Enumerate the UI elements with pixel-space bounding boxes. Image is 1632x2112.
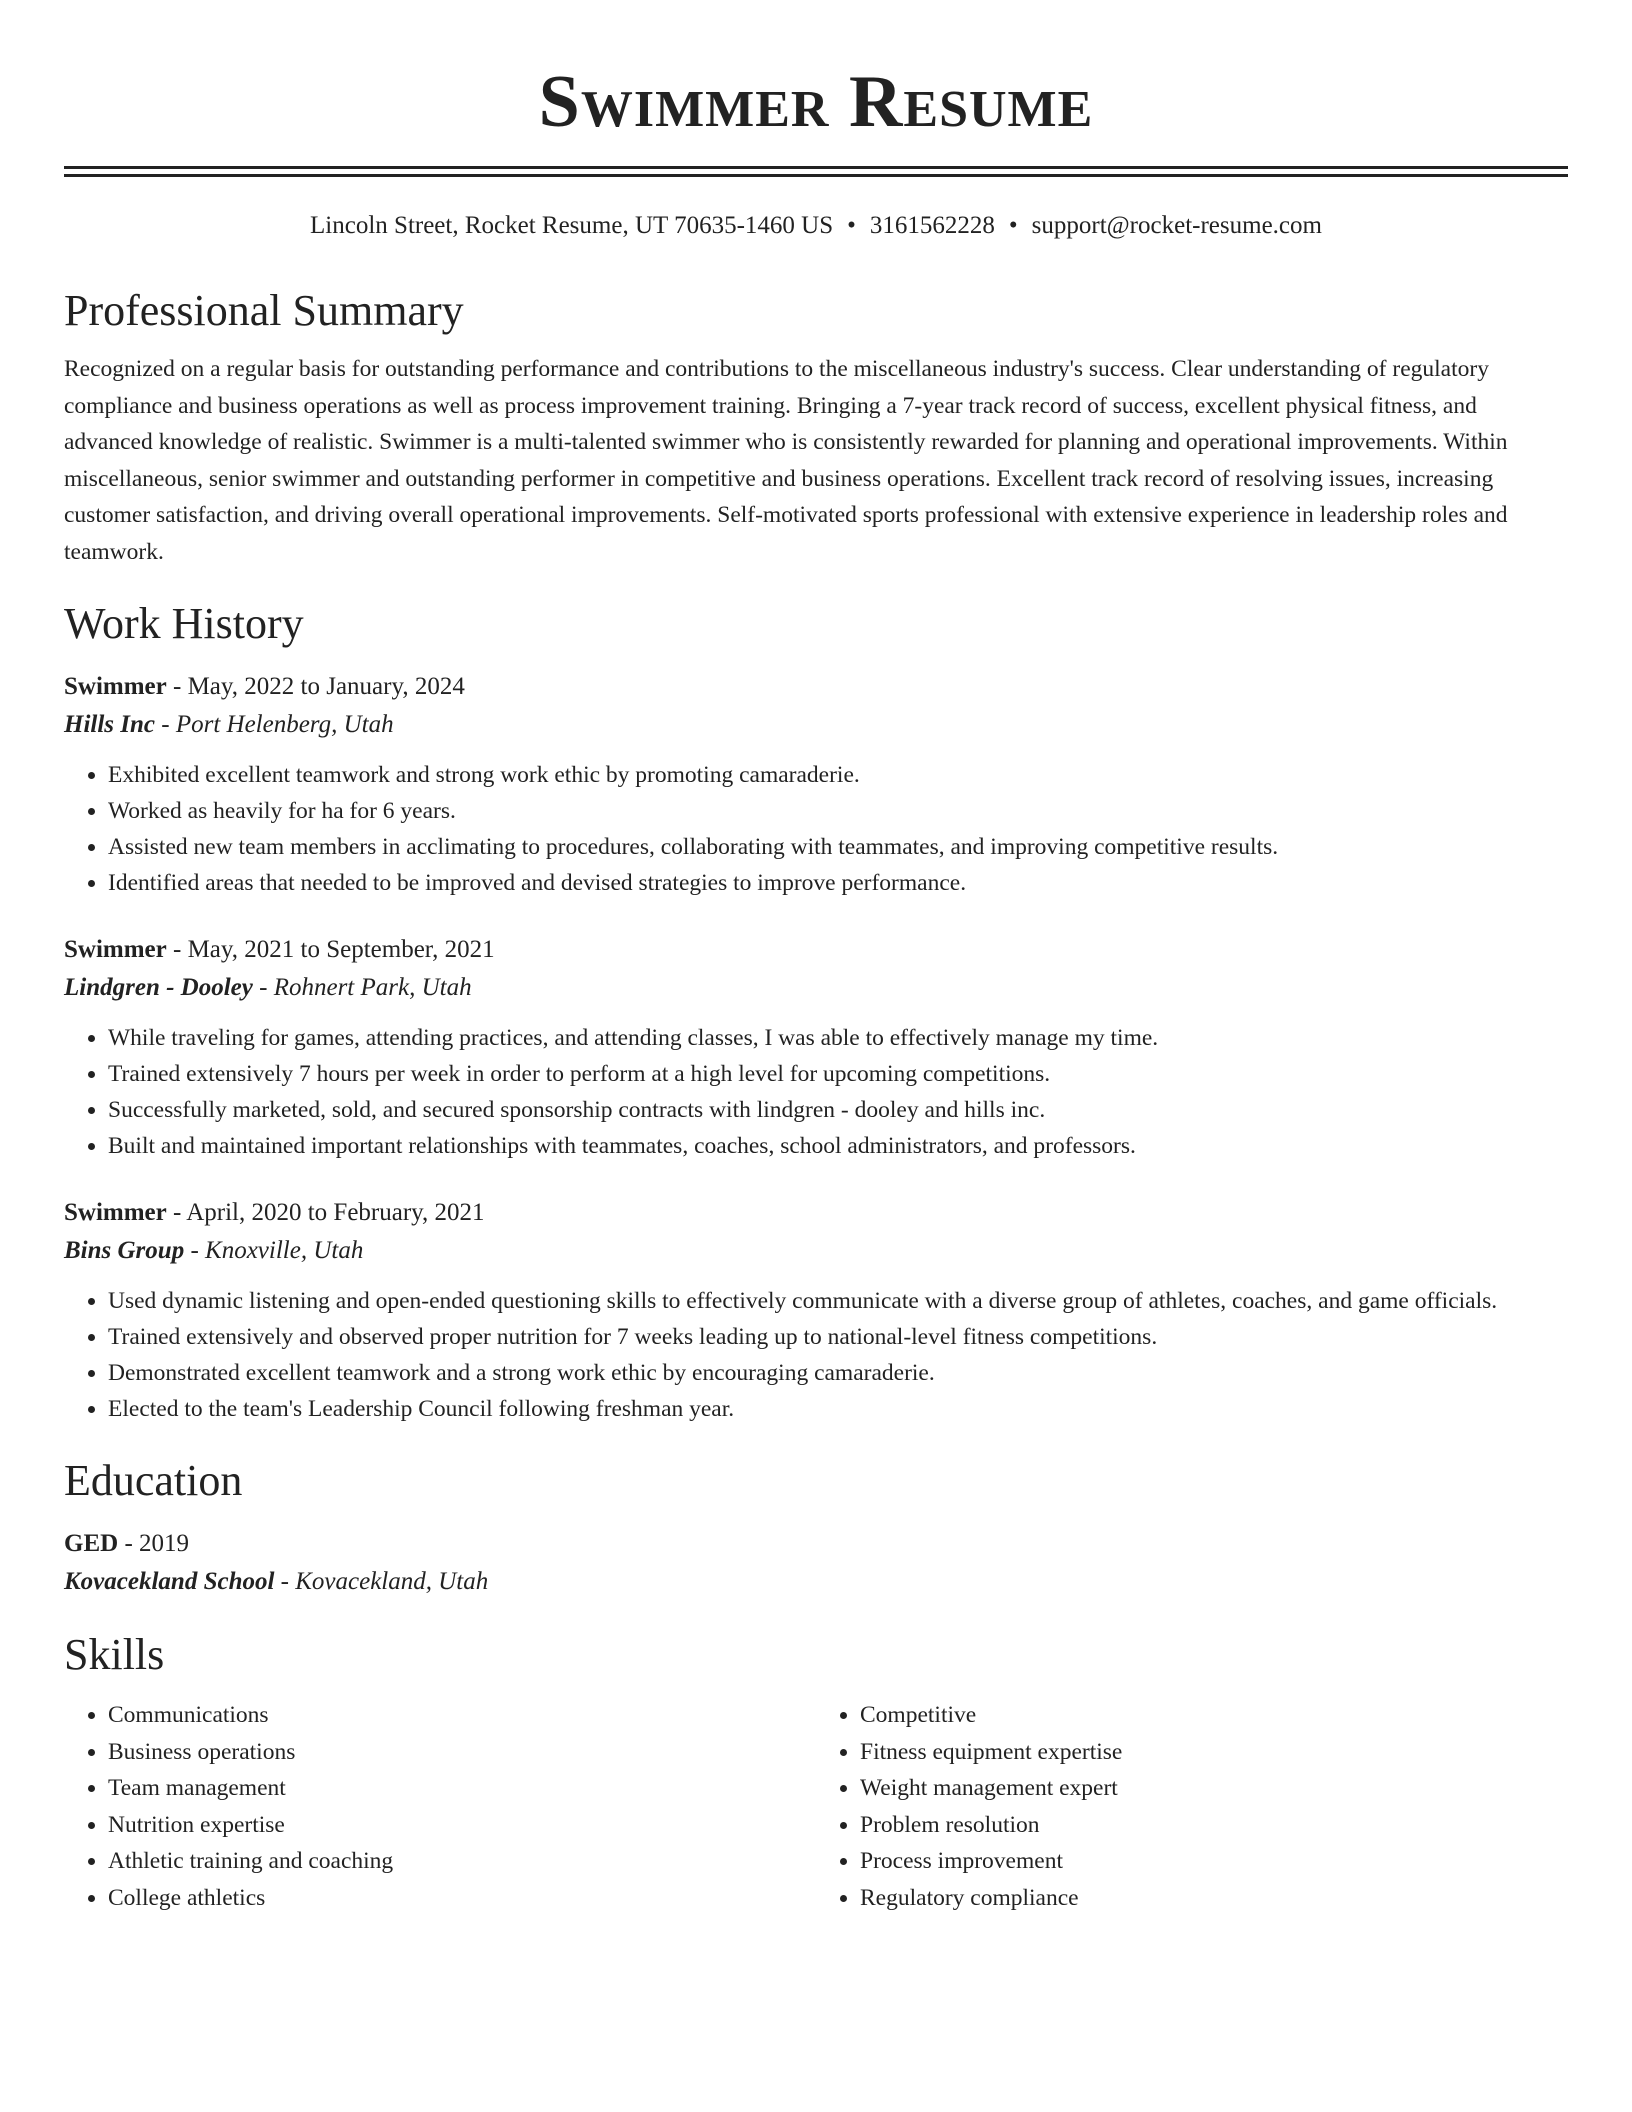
contact-line	[64, 209, 1568, 243]
employer-location: - Knoxville, Utah	[184, 1237, 364, 1264]
employer-line	[64, 1232, 1568, 1270]
job-dates: - April, 2020 to February, 2021	[166, 1199, 485, 1226]
job-bullet: • Exhibited excellent teamwork and strong work ethic by promoting camaraderie.	[108, 757, 1568, 793]
skill-item: • Regulatory compliance	[860, 1880, 1568, 1917]
resume-title: Swimmer Resume	[538, 61, 1094, 143]
job-bullet: • Worked as heavily for ha for 6 years.	[108, 793, 1568, 829]
work-history-heading: Work History	[64, 599, 304, 648]
summary-text: Recognized on a regular basis for outstanding performance and contributions to the miscellaneous industry's success. Clear understanding of regulatory compliance and business operations as well as process improvement training. Bringing a 7-year track record of success, excellent physical fitness, and advanced knowledge of realistic. Swimmer is a multi-talented swimmer who is consistently rewarded for planning and operational improvements. Within miscellaneous, senior swimmer and outstanding performer in competitive and business operations. Excellent track record of resolving issues, increasing customer satisfaction, and driving overall operational improvements. Self-motivated sports professional with extensive experience in leadership roles and teamwork.	[64, 356, 1508, 565]
skill-item: • Problem resolution	[860, 1807, 1568, 1844]
job-title-line	[64, 668, 1568, 706]
skills-heading: Skills	[64, 1630, 165, 1679]
skill-item: • Team management	[108, 1770, 816, 1807]
skills-columns	[64, 1697, 1568, 1916]
employer-line	[64, 969, 1568, 1007]
job-bullet: • While traveling for games, attending practices, and attending classes, I was able to effectively manage my time.	[108, 1020, 1568, 1056]
job-bullet: • Elected to the team's Leadership Council following freshman year.	[108, 1391, 1568, 1427]
degree-year: - 2019	[118, 1530, 190, 1557]
education-heading: Education	[64, 1456, 243, 1505]
skill-item: • Athletic training and coaching	[108, 1843, 816, 1880]
job-title: Swimmer	[64, 936, 167, 963]
contact-separator: •	[847, 212, 856, 239]
contact-separator: •	[1008, 212, 1018, 239]
job-bullet: • Built and maintained important relationships with teammates, coaches, school administrators, and professors.	[108, 1128, 1568, 1164]
job-entry-3	[64, 1194, 1568, 1427]
job-bullet: • Used dynamic listening and open-ended questioning skills to effectively communicate with a diverse group of athletes, coaches, and game officials.	[108, 1283, 1568, 1319]
contact-email: support@rocket-resume.com	[1031, 212, 1322, 239]
skill-item: • Process improvement	[860, 1843, 1568, 1880]
degree-name: GED	[64, 1530, 119, 1557]
job-bullets	[64, 1020, 1568, 1164]
job-bullet: • Assisted new team members in acclimating to procedures, collaborating with teammates, and improving competitive results.	[108, 829, 1568, 865]
employer-line	[64, 706, 1568, 744]
education-entry	[64, 1525, 1568, 1601]
employer-location: - Rohnert Park, Utah	[252, 974, 472, 1001]
school-name: Kovacekland School	[64, 1568, 275, 1595]
skills-right-column	[816, 1697, 1568, 1916]
school-location: - Kovacekland, Utah	[274, 1568, 489, 1595]
job-bullet: • Trained extensively and observed proper nutrition for 7 weeks leading up to national-level fitness competitions.	[108, 1319, 1568, 1355]
employer-name: Bins Group	[64, 1237, 185, 1264]
skill-item: • Fitness equipment expertise	[860, 1734, 1568, 1771]
title-double-rule	[64, 166, 1568, 177]
job-title: Swimmer	[64, 673, 167, 700]
skill-item: • Business operations	[108, 1734, 816, 1771]
job-dates: - May, 2021 to September, 2021	[166, 936, 495, 963]
job-title: Swimmer	[64, 1199, 167, 1226]
degree-line	[64, 1525, 1568, 1563]
job-entry-2	[64, 931, 1568, 1164]
contact-address: Lincoln Street, Rocket Resume, UT 70635-1460 US	[310, 212, 834, 239]
job-bullets	[64, 1283, 1568, 1427]
skill-item: • Weight management expert	[860, 1770, 1568, 1807]
employer-name: Hills Inc	[64, 711, 155, 738]
job-bullet: • Trained extensively 7 hours per week in order to perform at a high level for upcoming competitions.	[108, 1056, 1568, 1092]
job-dates: - May, 2022 to January, 2024	[166, 673, 465, 700]
employer-name: Lindgren - Dooley	[64, 974, 253, 1001]
skill-item: • College athletics	[108, 1880, 816, 1917]
skills-left-column	[64, 1697, 816, 1916]
employer-location: - Port Helenberg, Utah	[155, 711, 394, 738]
job-bullet: • Identified areas that needed to be improved and devised strategies to improve performance.	[108, 865, 1568, 901]
skill-item: • Nutrition expertise	[108, 1807, 816, 1844]
skill-item: • Competitive	[860, 1697, 1568, 1734]
job-bullet: • Successfully marketed, sold, and secured sponsorship contracts with lindgren - dooley and hills inc.	[108, 1092, 1568, 1128]
school-line	[64, 1563, 1568, 1601]
summary-heading: Professional Summary	[64, 286, 464, 335]
contact-phone: 3161562228	[869, 212, 995, 239]
job-entry-1	[64, 668, 1568, 901]
job-bullets	[64, 757, 1568, 901]
skill-item: • Communications	[108, 1697, 816, 1734]
job-bullet: • Demonstrated excellent teamwork and a strong work ethic by encouraging camaraderie.	[108, 1355, 1568, 1391]
job-title-line	[64, 931, 1568, 969]
job-title-line	[64, 1194, 1568, 1232]
